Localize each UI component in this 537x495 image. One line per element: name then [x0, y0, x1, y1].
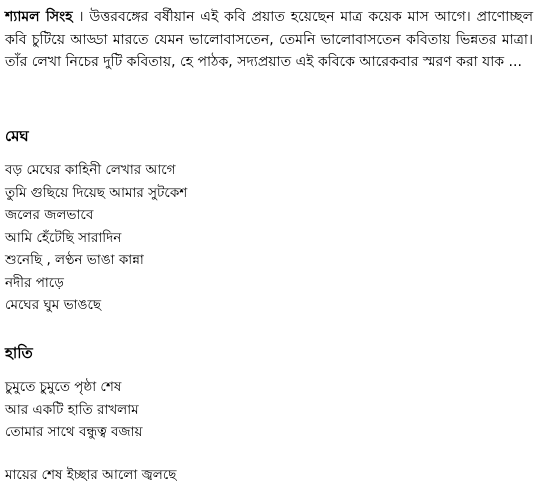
poem-megh: [5, 159, 187, 317]
poem-line: তোমার সাথে বন্ধুত্ব বজায়: [5, 424, 143, 440]
poem-line: মেঘের ঘুম ভাঙছে: [5, 297, 102, 313]
poem-haati-stanza-2: [5, 464, 176, 487]
poem-line: চুমুতে চুমুতে পৃষ্ঠা শেষ: [5, 379, 122, 395]
poem-title-megh: মেঘ: [5, 127, 29, 145]
poem-line: আমি হেঁটেছি সারাদিন: [5, 229, 122, 246]
poem-title-haati: হাতি: [5, 344, 33, 362]
poem-line: আর একটি হাতি রাখলাম: [5, 401, 139, 418]
article: [5, 6, 533, 483]
poem-line: বড় মেঘের কাহিনী লেখার আগে: [5, 162, 176, 178]
poem-line: জলের জলভাবে: [5, 207, 94, 223]
intro-text: । উত্তরবঙ্গের বর্ষীয়ান এই কবি প্রয়াত হয়েছেন মাত্র কয়েক মাস আগে। প্রাণোচ্ছল কবি চুটিয়ে আড্ডা মারতে যেমন ভালোবাসতেন, তেমনি ভালোবাসতেন কবিতায় ভিন্নতর মাত্রা। তাঁর লেখা নিচের দুটি কবিতায়, হে পাঠক, সদ্যপ্রয়াত এই কবিকে আরেকবার স্মরণ করা যাক ...: [5, 9, 533, 70]
poem-line: শুনেছি , লণ্ঠন ভাঙা কান্না: [5, 252, 144, 268]
poem-line: তুমি গুছিয়ে দিয়েছ আমার সুটকেশ: [5, 184, 188, 201]
author-name: শ্যামল সিংহ: [5, 9, 73, 25]
poem-line: মায়ের শেষ ইচ্ছার আলো জ্বলছে: [5, 467, 177, 483]
poem-line: নদীর পাড়ে: [5, 274, 64, 291]
intro-paragraph: [5, 6, 533, 74]
poem-haati: [5, 376, 143, 444]
